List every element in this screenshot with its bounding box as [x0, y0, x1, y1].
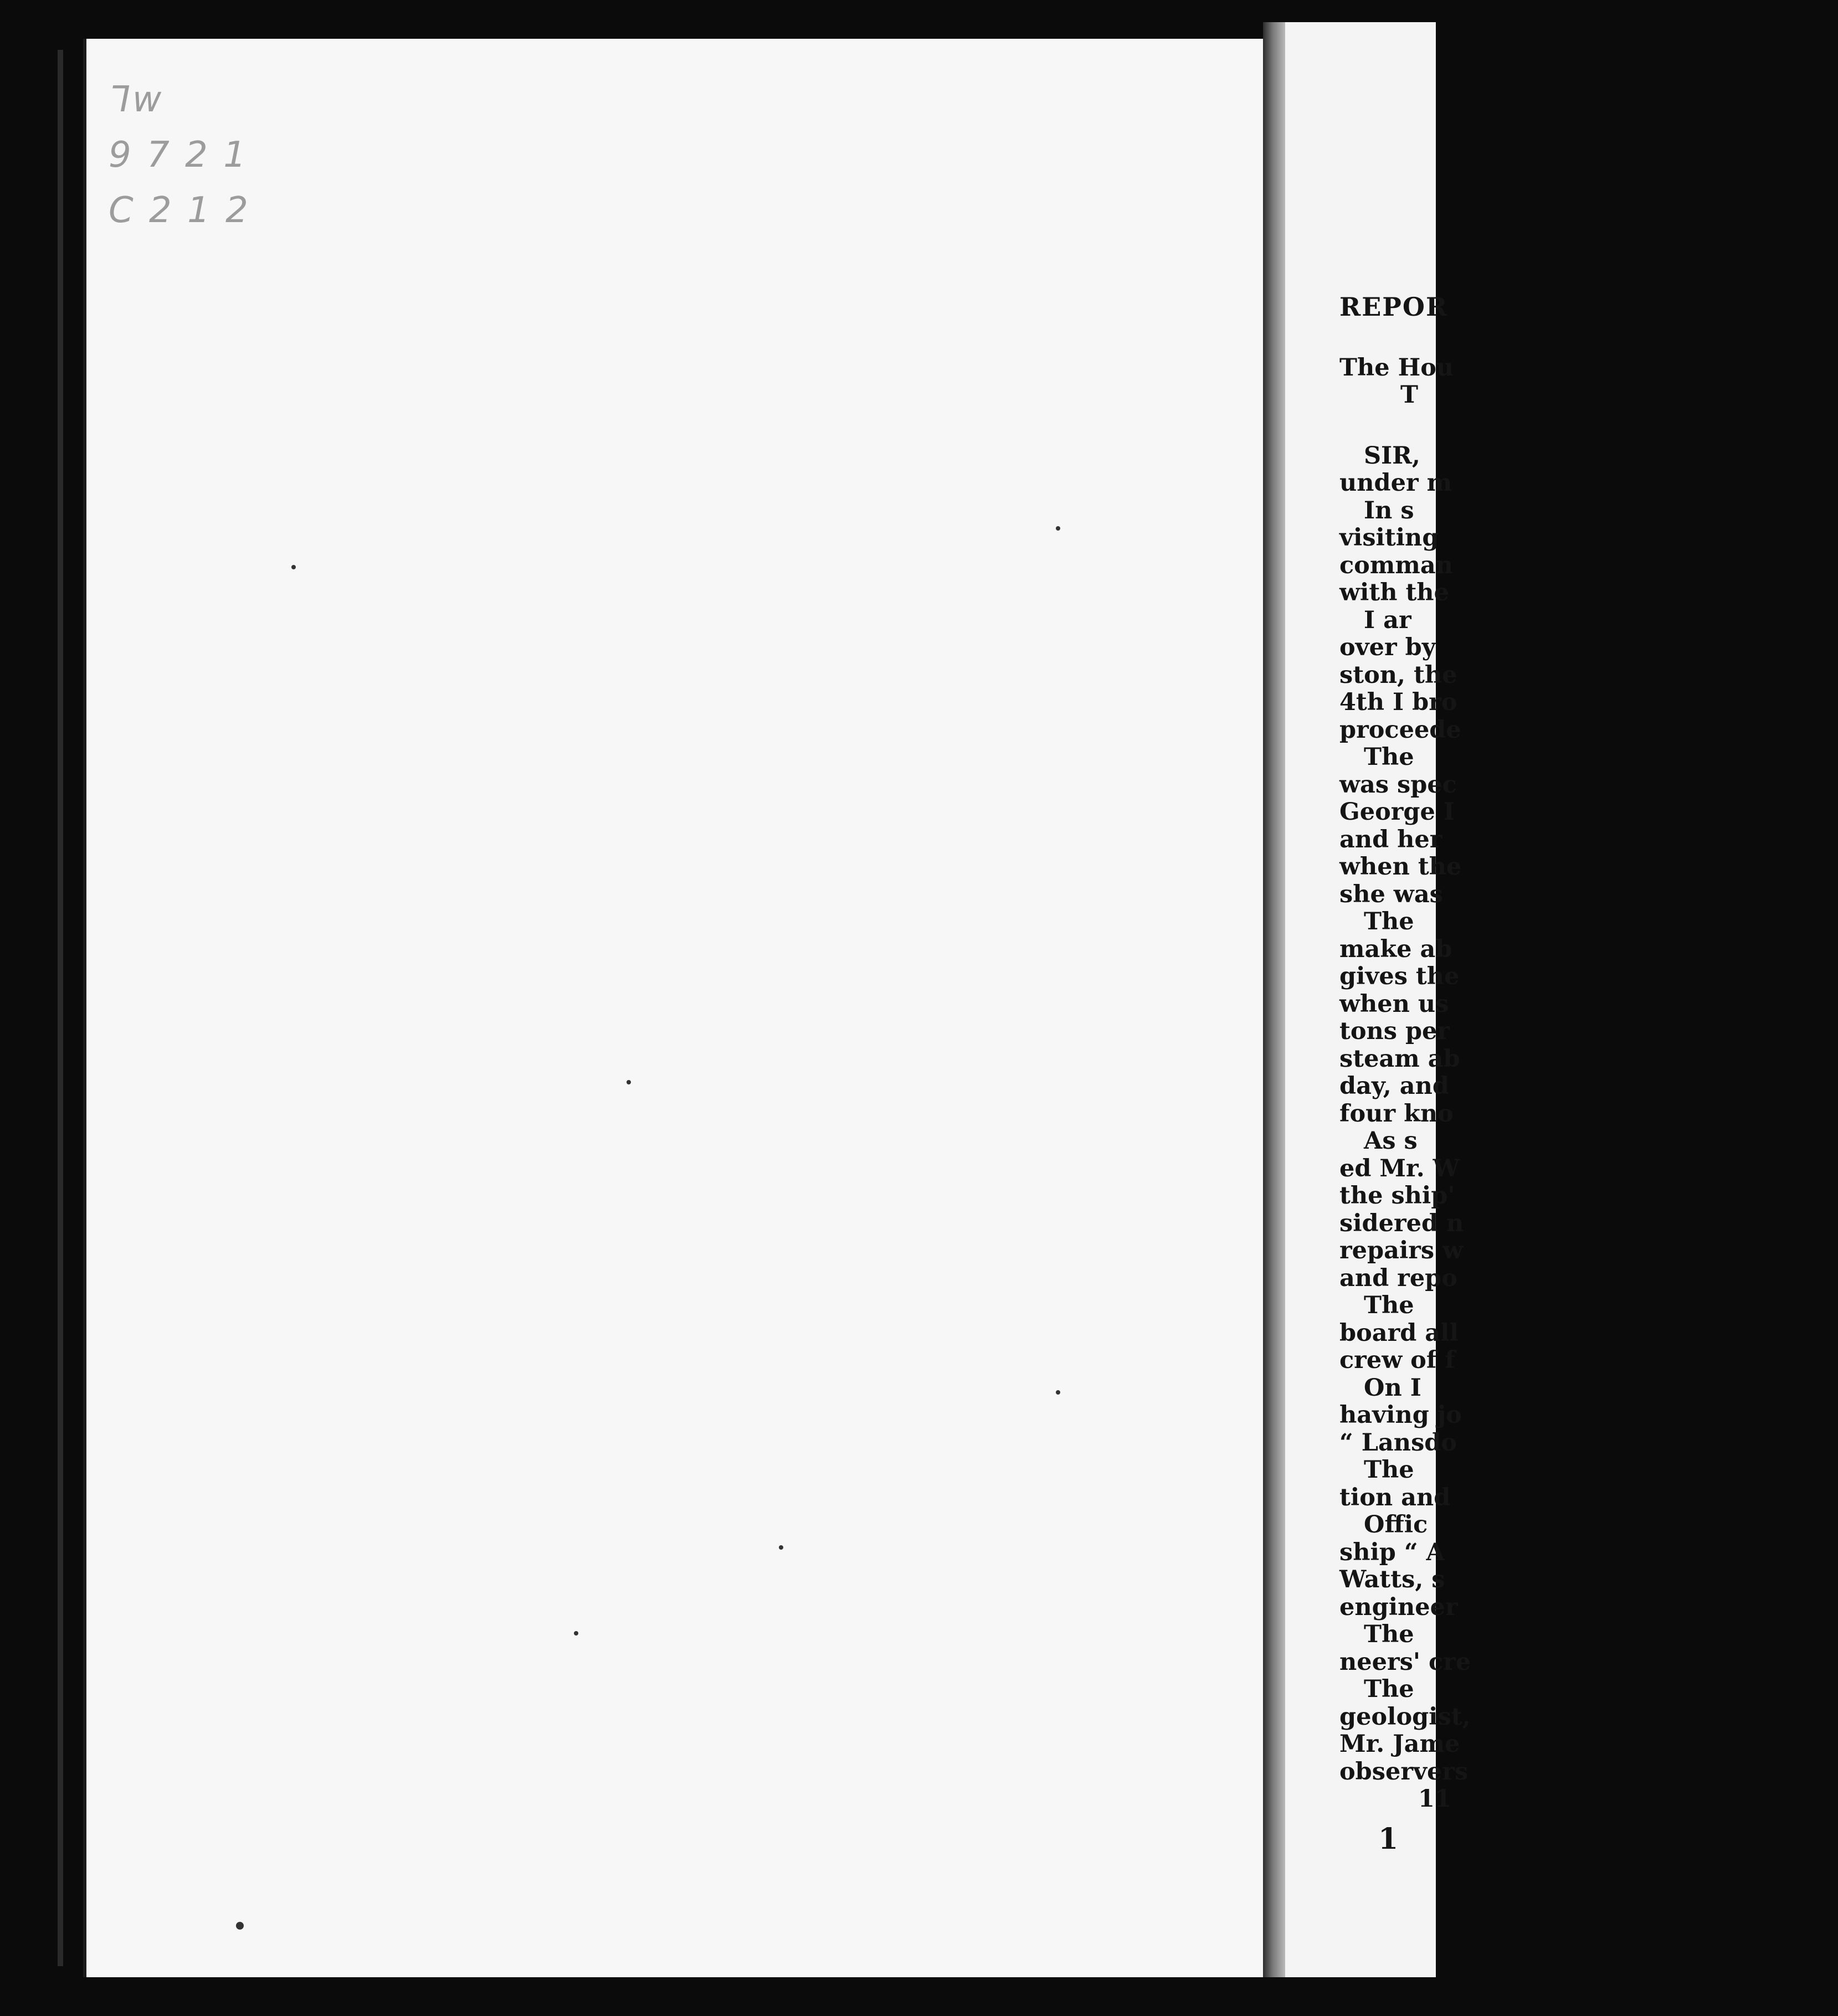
text-line: 4th I bro — [1339, 688, 1457, 716]
text-line: steam ab — [1339, 1045, 1460, 1073]
text-line: The — [1364, 743, 1414, 771]
text-line: sidered n — [1339, 1209, 1464, 1237]
text-line: Mr. Jame — [1339, 1730, 1460, 1758]
page-edge-shadow — [58, 50, 63, 1966]
shelfmark-line: 9 7 2 1 — [109, 135, 248, 176]
report-heading: REPOR — [1339, 292, 1449, 322]
book-gutter — [1263, 22, 1285, 1977]
text-line: ston, the — [1339, 661, 1457, 689]
text-line: under m — [1339, 469, 1452, 497]
text-line: geologist, — [1339, 1703, 1471, 1731]
address-line: The Hou — [1339, 353, 1454, 382]
text-line: tons per — [1339, 1017, 1450, 1045]
report-text-column — [1339, 292, 1838, 1856]
text-line: comman — [1339, 551, 1453, 579]
text-line: neers' cre — [1339, 1648, 1471, 1676]
shelfmark-line: C 2 1 2 — [109, 190, 250, 231]
text-line: was spec — [1339, 770, 1457, 799]
text-line: day, and — [1339, 1072, 1449, 1100]
text-line: gives the — [1339, 963, 1460, 990]
text-line: George I — [1339, 798, 1455, 826]
page-footer: 1 — [1378, 1822, 1399, 1856]
text-line: visiting — [1339, 524, 1439, 552]
text-line: crew of f — [1339, 1346, 1455, 1374]
text-line: when the — [1339, 853, 1462, 881]
dust-speck — [627, 1080, 631, 1084]
text-line: make ab — [1339, 935, 1452, 963]
text-line: four kno — [1339, 1099, 1454, 1128]
text-line: observers — [1339, 1757, 1469, 1786]
text-line: engineer — [1339, 1593, 1458, 1621]
dust-speck — [1056, 1390, 1060, 1395]
dust-speck — [236, 1922, 244, 1930]
text-line: The — [1364, 1292, 1414, 1319]
text-line: she was — [1339, 880, 1443, 908]
address-line: T — [1400, 381, 1418, 409]
text-line: tion and — [1339, 1483, 1451, 1511]
text-line: and her — [1339, 825, 1442, 853]
text-line: and repo — [1339, 1264, 1457, 1292]
text-line: when us — [1339, 990, 1449, 1018]
signature-mark: 11 — [1418, 1785, 1451, 1813]
text-line: having jo — [1339, 1401, 1462, 1429]
text-line: repairs w — [1339, 1237, 1464, 1264]
text-line: over by — [1339, 634, 1436, 661]
text-line: board all — [1339, 1319, 1459, 1347]
text-line: Watts, s — [1339, 1566, 1445, 1593]
text-line: The — [1364, 1675, 1414, 1703]
text-line: I ar — [1364, 606, 1411, 634]
shelfmark-line: ᒣw — [109, 79, 164, 120]
dust-speck — [1056, 526, 1060, 531]
dust-speck — [779, 1545, 783, 1550]
text-line: As s — [1364, 1127, 1418, 1155]
printed-recto-page — [1285, 22, 1471, 1977]
pencil-shelfmark — [109, 72, 250, 238]
text-line: proceede — [1339, 716, 1461, 744]
text-line: “ Lansdo — [1339, 1428, 1457, 1457]
text-line: with the — [1339, 579, 1449, 606]
dust-speck — [574, 1631, 578, 1636]
text-line: On I — [1364, 1374, 1421, 1402]
text-line: ship “ A — [1339, 1538, 1445, 1566]
dust-speck — [291, 565, 296, 569]
text-line: SIR, — [1364, 441, 1420, 470]
text-line: The — [1364, 1621, 1414, 1648]
text-line: ed Mr. W — [1339, 1154, 1460, 1182]
blank-verso-page — [83, 39, 1272, 1977]
text-line: The — [1364, 908, 1414, 935]
text-line: The — [1364, 1456, 1414, 1484]
text-line: In s — [1364, 496, 1414, 524]
text-line: the ship' — [1339, 1182, 1455, 1210]
text-line: Offic — [1364, 1511, 1428, 1539]
